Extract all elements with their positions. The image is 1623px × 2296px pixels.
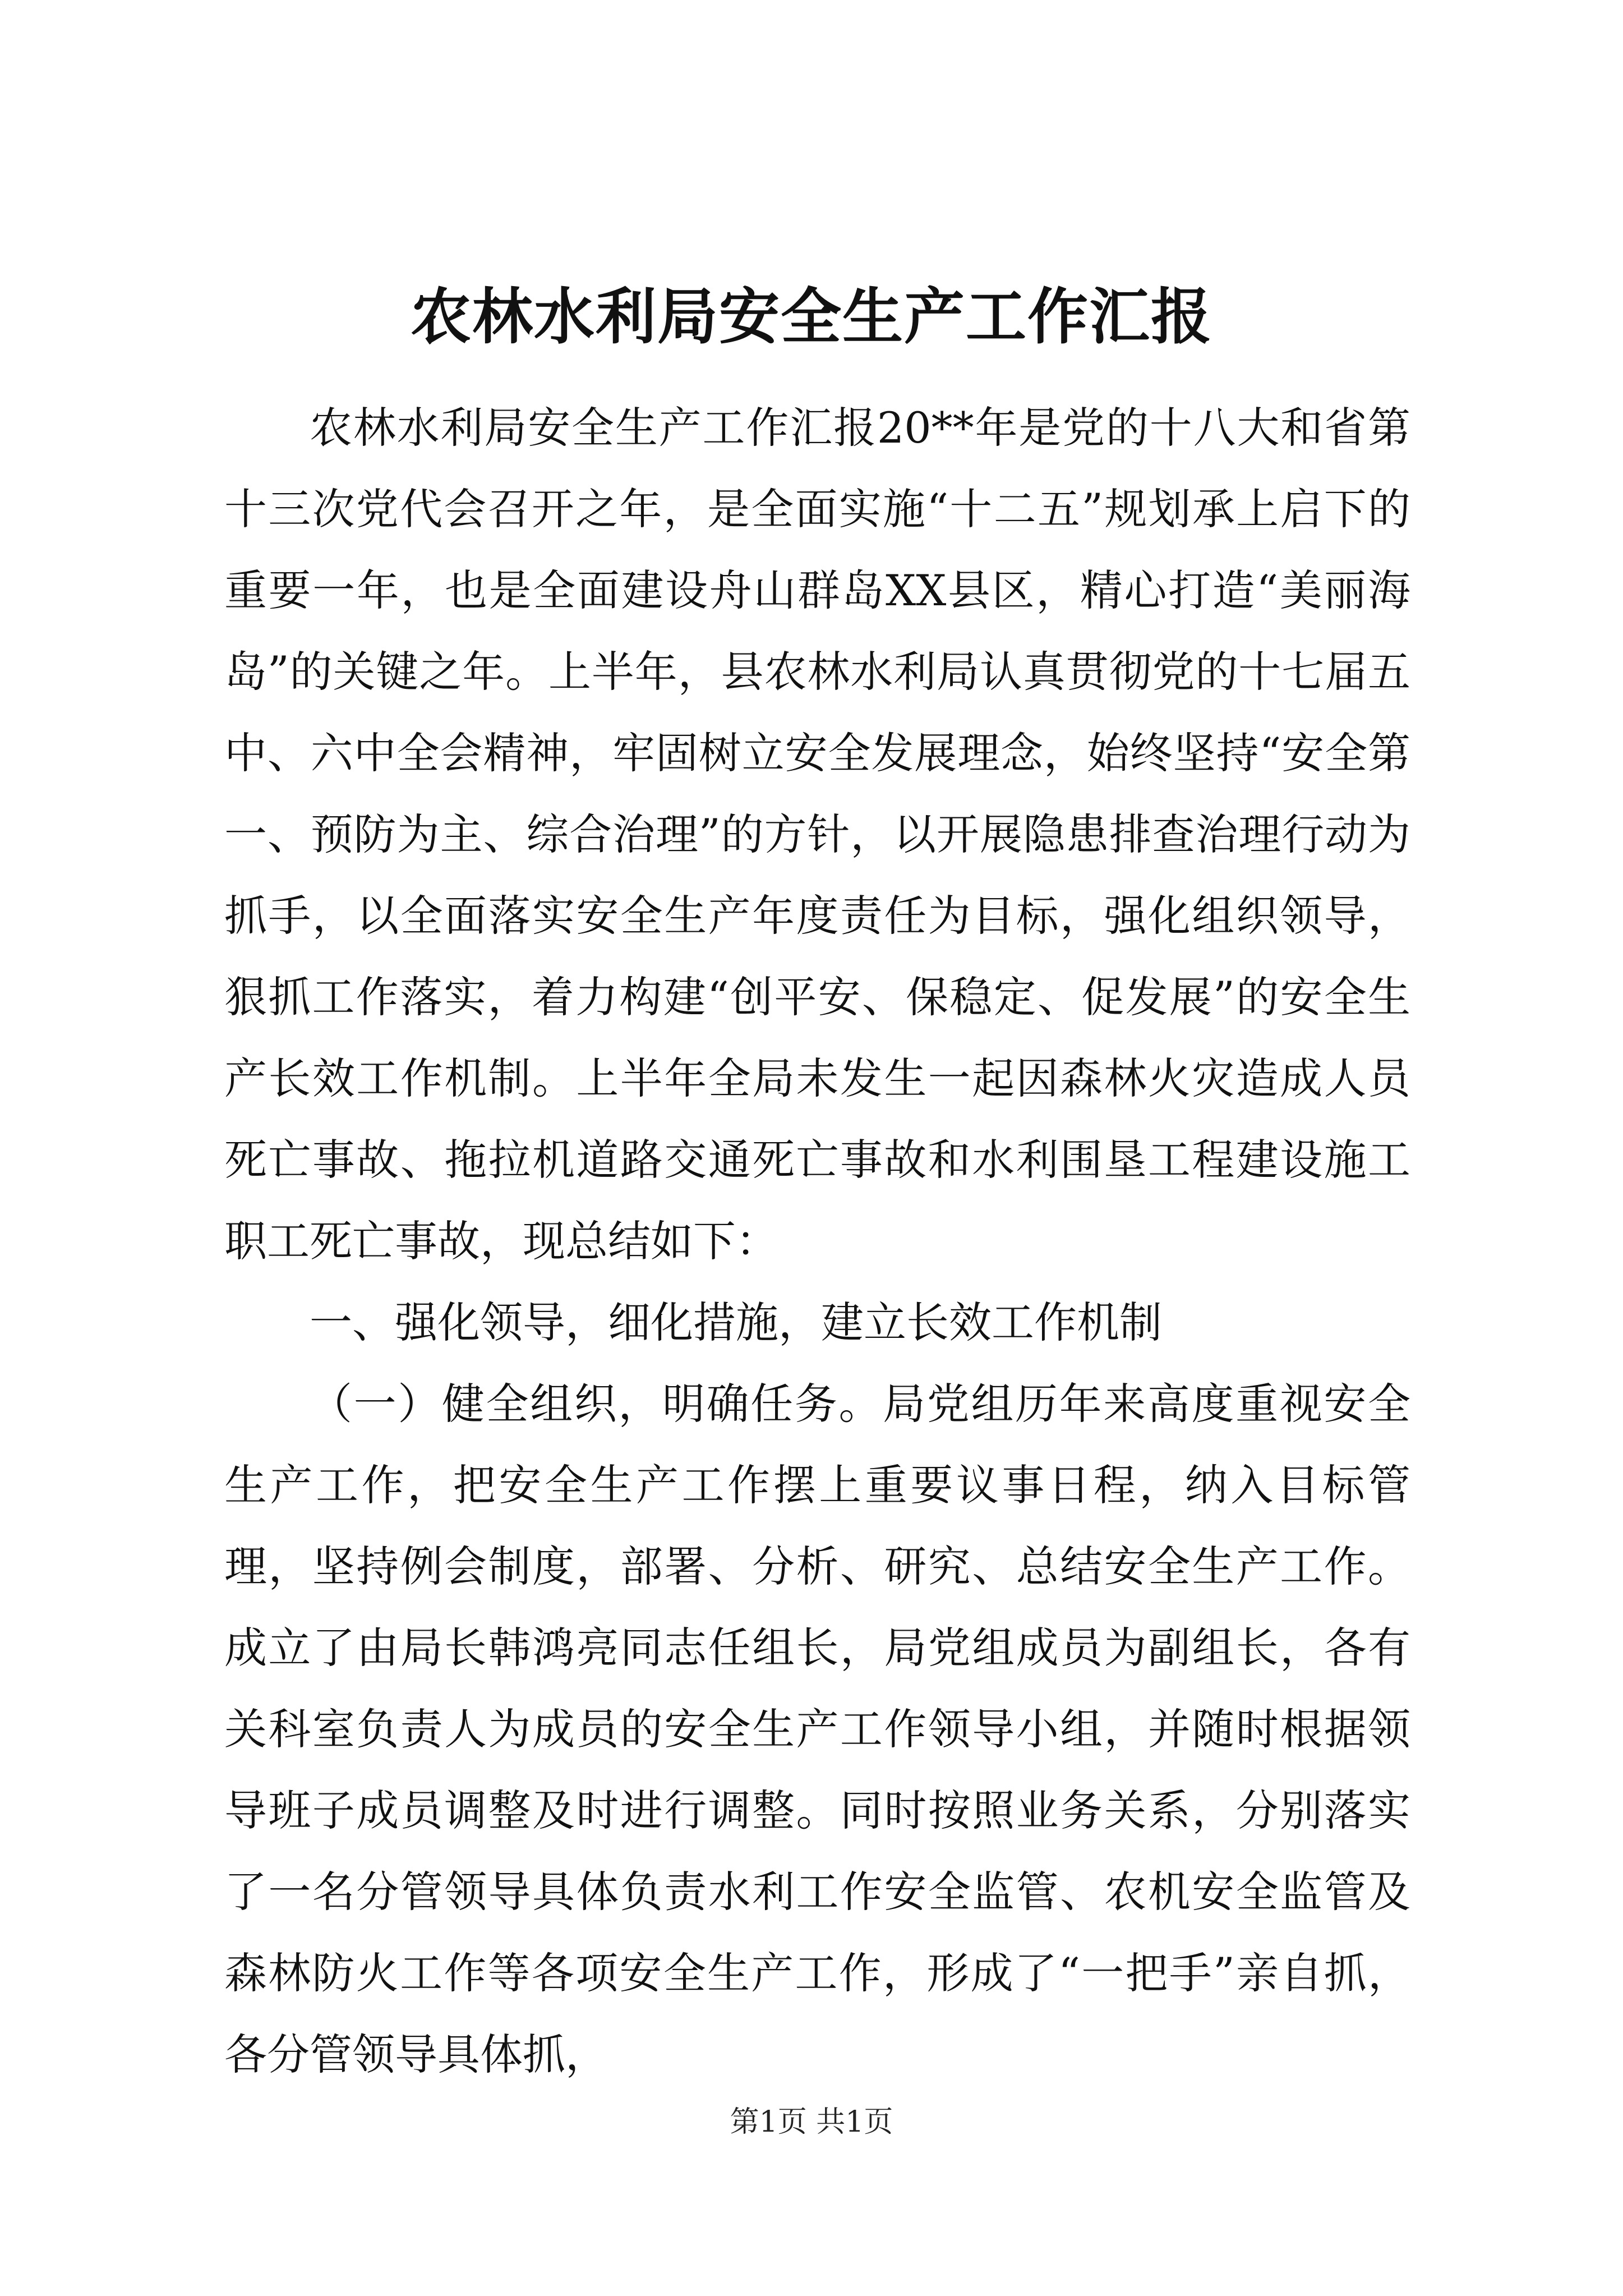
section-heading-1: 一、强化领导，细化措施，建立长效工作机制	[310, 1297, 1162, 1347]
paragraph-intro: 农林水利局安全生产工作汇报20**年是党的十八大和省第十三次党代会召开之年，是全面实施“十二五”规划承上启下的重要一年，也是全面建设舟山群岛XX县区，精心打造“美丽海岛”的关键之年。上半年，县农林水利局认真贯彻党的十七届五中、六中全会精神，牢固树立安全发展理念，始终坚持“安全第一、预防为主、综合治理”的方针，以开展隐患排查治理行动为抓手，以全面落实安全生产年度责任为目标，强化组织领导，狠抓工作落实，着力构建“创平安、保稳定、促发展”的安全生产长效工作机制。上半年全局未发生一起因森林火灾造成人员死亡事故、拖拉机道路交通死亡事故和水利围垦工程建设施工职工死亡事故，现总结如下：	[224, 403, 1410, 1266]
document-body	[224, 387, 1410, 2095]
document-title: 农林水利局安全生产工作汇报	[410, 282, 1212, 352]
page-footer: 第1页 共1页	[730, 2105, 893, 2139]
paragraph-section-1-1: （一）健全组织，明确任务。局党组历年来高度重视安全生产工作，把安全生产工作摆上重要议事日程，纳入目标管理，坚持例会制度，部署、分析、研究、总结安全生产工作。成立了由局长韩鸿亮同志任组长，局党组成员为副组长，各有关科室负责人为成员的安全生产工作领导小组，并随时根据领导班子成员调整及时进行调整。同时按照业务关系，分别落实了一名分管领导具体负责水利工作安全监管、农机安全监管及森林防火工作等各项安全生产工作，形成了“一把手”亲自抓，各分管领导具体抓，	[224, 1379, 1410, 2079]
